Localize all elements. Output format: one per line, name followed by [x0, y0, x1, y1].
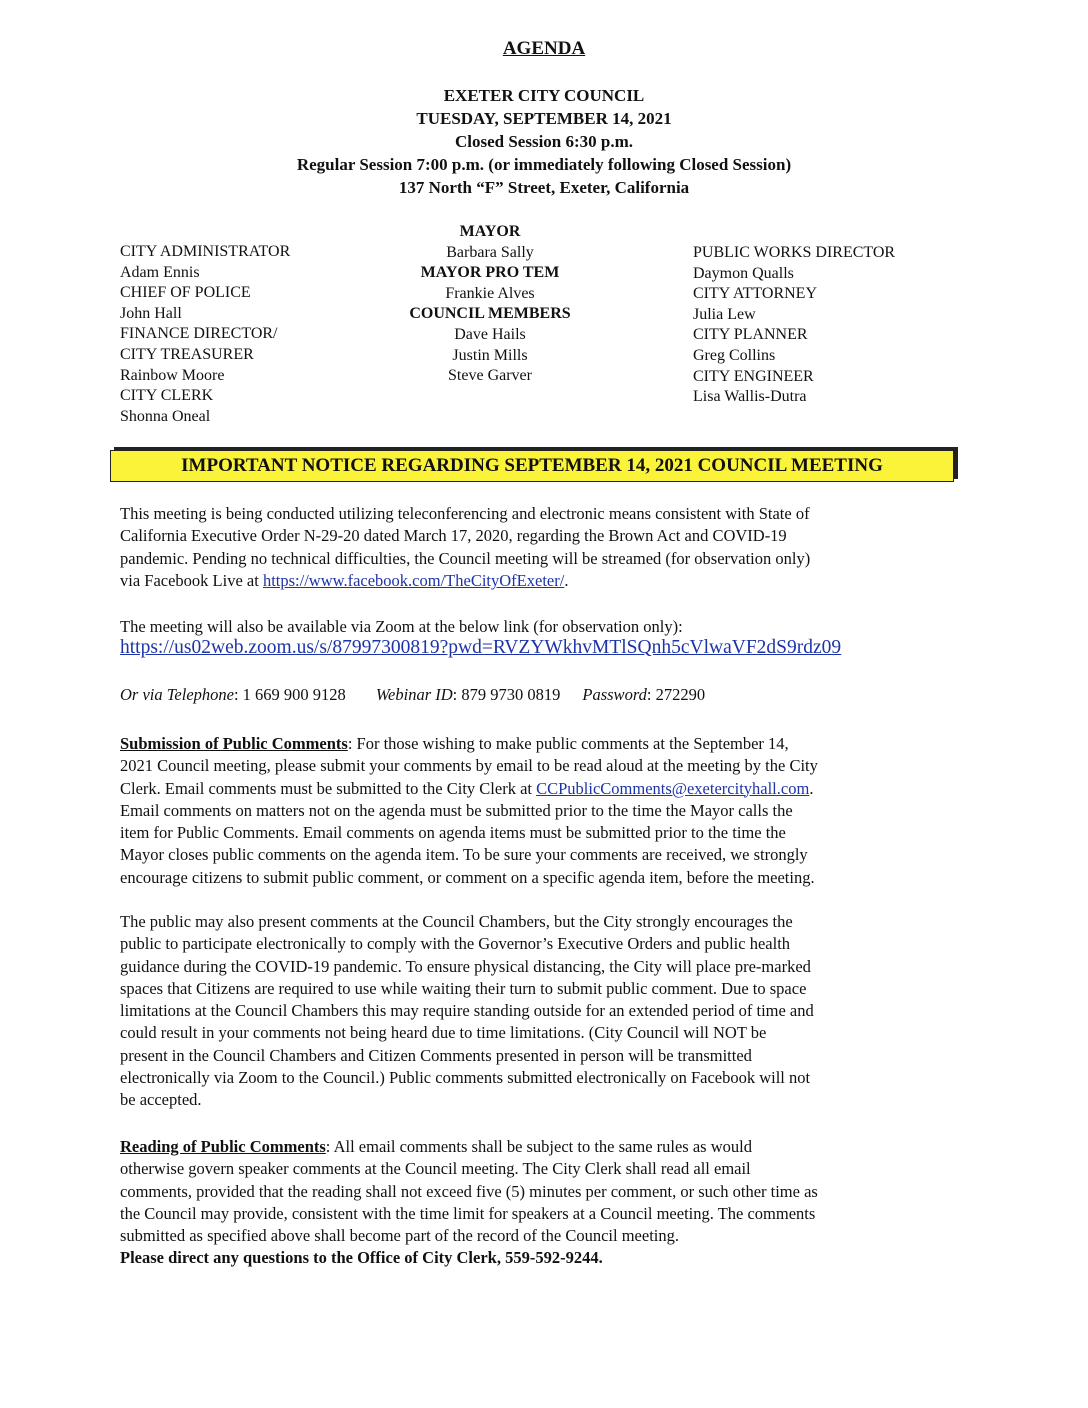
council-member: Justin Mills — [452, 346, 528, 364]
text-segment: . — [564, 570, 569, 590]
text-line: otherwise govern speaker comments at the Council meeting. The City Clerk shall read all email — [120, 1159, 751, 1179]
text-line: spaces that Citizens are required to use while waiting their turn to submit public comment. Due to space — [120, 978, 807, 998]
official-line: CITY ATTORNEY — [693, 285, 817, 303]
text-line: This meeting is being conducted utilizing teleconferencing and electronic means consistent with State of — [120, 504, 810, 523]
closed-session-time: Closed Session 6:30 p.m. — [454, 132, 634, 151]
official-line: CITY PLANNER — [693, 326, 808, 344]
text-line: could result in your comments not being heard due to time limitations. (City Council will NOT be — [120, 1023, 767, 1043]
important-notice-banner: IMPORTANT NOTICE REGARDING SEPTEMBER 14, 2021 COUNCIL MEETING — [110, 450, 954, 482]
password-value: : 272290 — [646, 685, 706, 704]
official-line: CITY CLERK — [120, 387, 214, 405]
text-line — [120, 778, 960, 800]
text-line: guidance during the COVID-19 pandemic. To ensure physical distancing, the City will place pre-marked — [120, 956, 811, 976]
council-name: EXETER CITY COUNCIL — [443, 86, 645, 105]
text-segment: : All email comments shall be subject to the same rules as would — [325, 1137, 752, 1156]
phone-info-line — [120, 685, 705, 705]
public-comments-email-link[interactable]: CCPublicComments@exetercityhall.com — [536, 778, 810, 798]
public-presence-paragraph — [120, 911, 960, 1112]
officials-right-column — [693, 243, 895, 408]
text-line — [120, 570, 960, 592]
mayor-pro-tem-heading: MAYOR PRO TEM — [420, 264, 560, 282]
official-line: CHIEF OF POLICE — [120, 284, 251, 302]
officials-left-column — [120, 242, 290, 427]
text-line: the Council may provide, consistent with the time limit for speakers at a Council meeting. The comments — [120, 1203, 816, 1223]
text-line — [120, 1136, 960, 1158]
text-line: item for Public Comments. Email comments on agenda items must be submitted prior to the time the — [120, 823, 786, 843]
official-line: CITY TREASURER — [120, 345, 254, 363]
mayor-pro-tem-name: Frankie Alves — [445, 284, 535, 302]
text-segment: . — [809, 778, 814, 798]
telephone-number: : 1 669 900 9128 — [233, 685, 346, 704]
official-line: CITY ADMINISTRATOR — [120, 243, 291, 260]
text-line: pandemic. Pending no technical difficulties, the Council meeting will be streamed (for observation only) — [120, 548, 811, 568]
text-line: electronically via Zoom to the Council.) Public comments submitted electronically on Facebook will not — [120, 1068, 811, 1088]
password-label: Password — [582, 685, 647, 704]
mayor-heading: MAYOR — [459, 223, 521, 240]
telephone-label: Or via Telephone — [120, 685, 234, 704]
text-line: Email comments on matters not on the agenda must be submitted prior to the time the Mayor calls the — [120, 800, 793, 820]
text-line: encourage citizens to submit public comment, or comment on a specific agenda item, before the meeting. — [120, 867, 815, 887]
text-line: limitations at the Council Chambers this may require standing outside for an extended period of time and — [120, 1001, 814, 1021]
official-line: Lisa Wallis-Dutra — [693, 388, 807, 406]
regular-session-time: Regular Session 7:00 p.m. (or immediately following Closed Session) — [296, 155, 792, 174]
text-line: The meeting will also be available via Zoom at the below link (for observation only): — [120, 617, 683, 636]
submission-paragraph — [120, 733, 960, 889]
zoom-paragraph — [120, 616, 960, 638]
official-line: Greg Collins — [693, 346, 776, 364]
webinar-id: : 879 9730 0819 — [452, 685, 561, 704]
meeting-address: 137 North “F” Street, Exeter, California — [398, 178, 690, 197]
zoom-link[interactable]: https://us02web.zoom.us/s/87997300819?pwd=RVZYWkhvMTlSQnh5cVlwaVF2dS9rdz09 — [120, 637, 842, 658]
official-line: FINANCE DIRECTOR/ — [120, 325, 278, 343]
official-line: PUBLIC WORKS DIRECTOR — [693, 244, 896, 261]
text-line — [120, 733, 960, 755]
reading-heading: Reading of Public Comments — [120, 1137, 326, 1156]
official-line: John Hall — [120, 304, 182, 322]
text-segment: via Facebook Live at — [120, 570, 263, 590]
submission-heading: Submission of Public Comments — [120, 734, 348, 753]
text-line: Mayor closes public comments on the agenda item. To be sure your comments are received, we strongly — [120, 845, 808, 865]
official-line: CITY ENGINEER — [693, 367, 814, 385]
official-line: Rainbow Moore — [120, 366, 225, 384]
text-line: public to participate electronically to comply with the Governor’s Executive Orders and public health — [120, 934, 791, 954]
text-segment: : For those wishing to make public comments at the September 14, — [347, 734, 789, 753]
meeting-date: TUESDAY, SEPTEMBER 14, 2021 — [416, 109, 672, 128]
official-line: Julia Lew — [693, 305, 756, 323]
facebook-link[interactable]: https://www.facebook.com/TheCityOfExeter/ — [262, 570, 565, 590]
text-line: be accepted. — [120, 1090, 202, 1110]
intro-paragraph — [120, 503, 960, 592]
text-line: California Executive Order N-29-20 dated March 17, 2020, regarding the Brown Act and COVID-19 — [120, 526, 787, 546]
text-line: submitted as specified above shall become part of the record of the Council meeting. — [120, 1226, 679, 1246]
text-line: comments, provided that the reading shall not exceed five (5) minutes per comment, or such other time as — [120, 1181, 818, 1201]
clerk-contact-line: Please direct any questions to the Office of City Clerk, 559-592-9244. — [120, 1248, 603, 1268]
reading-paragraph — [120, 1136, 960, 1270]
officials-mid-column — [380, 222, 600, 387]
official-line: Adam Ennis — [120, 263, 200, 281]
council-member: Steve Garver — [448, 367, 532, 385]
council-member: Dave Hails — [454, 325, 526, 343]
mayor-name: Barbara Sally — [446, 243, 534, 261]
official-line: Daymon Qualls — [693, 264, 794, 282]
text-line: The public may also present comments at the Council Chambers, but the City strongly encourages the — [120, 912, 793, 931]
official-line: Shonna Oneal — [120, 407, 211, 425]
text-line: 2021 Council meeting, please submit your comments by email to be read aloud at the meeting by the City — [120, 756, 818, 776]
agenda-title: AGENDA — [502, 38, 586, 59]
webinar-label: Webinar ID — [375, 685, 453, 704]
council-members-heading: COUNCIL MEMBERS — [409, 305, 571, 323]
text-line: present in the Council Chambers and Citizen Comments presented in person will be transmitted — [120, 1045, 752, 1065]
text-segment: Clerk. Email comments must be submitted to the City Clerk at — [120, 778, 537, 798]
